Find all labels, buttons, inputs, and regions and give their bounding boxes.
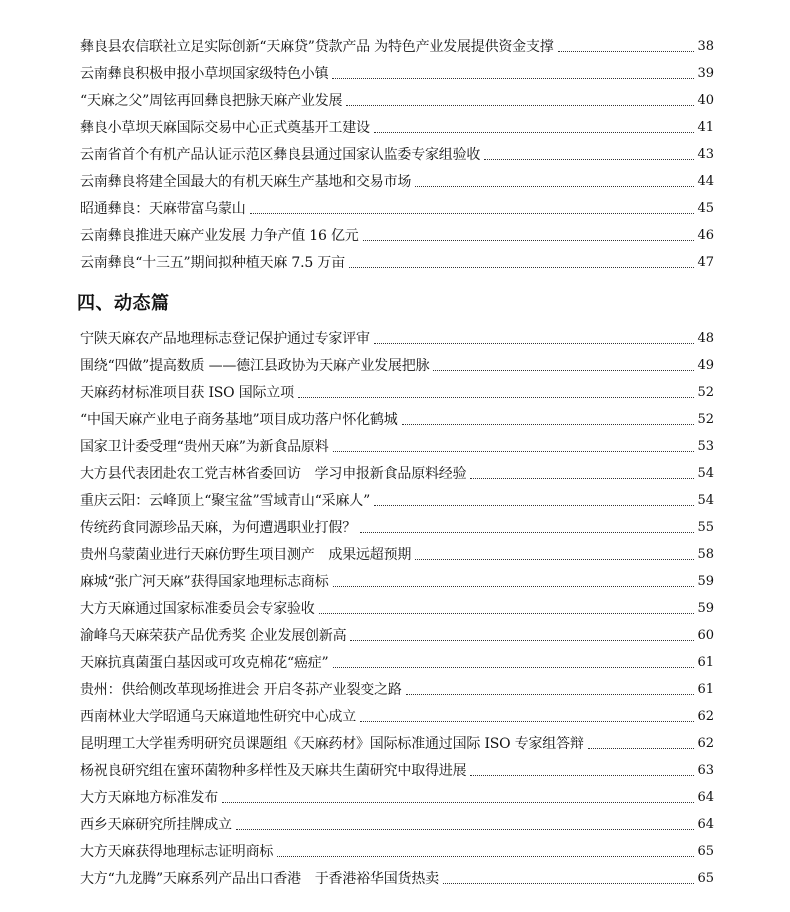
toc-entry-page: 48 — [697, 331, 714, 346]
toc-entry — [80, 652, 714, 672]
toc-leader-dots — [346, 105, 694, 106]
toc-entry — [80, 787, 714, 807]
toc-leader-dots — [333, 451, 695, 452]
toc-entry-title: 贵州乌蒙菌业进行天麻仿野生项目测产 成果远超预期 — [80, 547, 412, 563]
toc-entry-title: 麻城“张广河天麻”获得国家地理标志商标 — [80, 574, 329, 590]
toc-leader-dots — [360, 721, 694, 722]
toc-entry — [80, 252, 714, 272]
toc-entry — [80, 598, 714, 618]
toc-entry — [80, 544, 714, 564]
toc-entry-title: 彝良小草坝天麻国际交易中心正式奠基开工建设 — [80, 120, 370, 136]
toc-entry-page: 54 — [697, 493, 714, 508]
toc-entry — [80, 733, 714, 753]
toc-leader-dots — [484, 159, 694, 160]
toc-leader-dots — [374, 505, 694, 506]
toc-entry-title: “中国天麻产业电子商务基地”项目成功落户怀化鹤城 — [80, 412, 398, 428]
toc-entry-title: 渝峰乌天麻荣获产品优秀奖 企业发展创新高 — [80, 628, 347, 644]
toc-leader-dots — [333, 667, 695, 668]
toc-entry-title: 围绕“四做”提高数质 ——德江县政协为天麻产业发展把脉 — [80, 358, 430, 374]
section-heading: 四、动态篇 — [77, 293, 170, 314]
toc-entry-title: 云南彝良推进天麻产业发展 力争产值 16 亿元 — [80, 228, 359, 244]
toc-entry — [80, 355, 714, 375]
toc-entry-page: 64 — [697, 790, 714, 805]
toc-leader-dots — [350, 640, 694, 641]
toc-leader-dots — [333, 586, 695, 587]
toc-entry — [80, 198, 714, 218]
toc-entry-page: 39 — [697, 66, 714, 81]
toc-entry-page: 44 — [697, 174, 714, 189]
toc-leader-dots — [470, 478, 694, 479]
toc-entry-page: 52 — [697, 385, 714, 400]
toc-leader-dots — [349, 267, 695, 268]
toc-leader-dots — [402, 424, 695, 425]
toc-entry-page: 59 — [697, 574, 714, 589]
toc-entry-title: 西乡天麻研究所挂牌成立 — [80, 817, 232, 833]
toc-entry-title: 天麻抗真菌蛋白基因或可攻克棉花“癌症” — [80, 655, 329, 671]
toc-entry-page: 54 — [697, 466, 714, 481]
toc-entry — [80, 679, 714, 699]
toc-entry — [80, 171, 714, 191]
toc-entry — [80, 814, 714, 834]
toc-leader-dots — [222, 802, 694, 803]
toc-entry-page: 65 — [697, 871, 714, 886]
toc-entry-title: 杨祝良研究组在蜜环菌物种多样性及天麻共生菌研究中取得进展 — [80, 763, 467, 779]
toc-entry — [80, 117, 714, 137]
toc-leader-dots — [406, 694, 695, 695]
toc-entry — [80, 436, 714, 456]
toc-leader-dots — [332, 78, 694, 79]
toc-entry-title: 西南林业大学昭通乌天麻道地性研究中心成立 — [80, 709, 356, 725]
toc-entry — [80, 517, 714, 537]
toc-entry-title: 大方天麻通过国家标准委员会专家验收 — [80, 601, 315, 617]
toc-entry-page: 61 — [697, 682, 714, 697]
toc-entry-page: 62 — [697, 736, 714, 751]
toc-entry-page: 53 — [697, 439, 714, 454]
toc-leader-dots — [250, 213, 695, 214]
toc-entry — [80, 841, 714, 861]
toc-entry-page: 62 — [697, 709, 714, 724]
toc-entry-title: 天麻药材标准项目获 ISO 国际立项 — [80, 385, 294, 401]
toc-entry-page: 65 — [697, 844, 714, 859]
toc-entry — [80, 328, 714, 348]
toc-leader-dots — [374, 343, 695, 344]
toc-entry — [80, 490, 714, 510]
toc-entry — [80, 144, 714, 164]
toc-entry-title: 宁陕天麻农产品地理标志登记保护通过专家评审 — [80, 331, 370, 347]
toc-entry-page: 40 — [697, 93, 714, 108]
toc-leader-dots — [298, 397, 695, 398]
toc-entry — [80, 571, 714, 591]
toc-leader-dots — [470, 775, 694, 776]
toc-entry-page: 64 — [697, 817, 714, 832]
toc-entry-page: 58 — [697, 547, 714, 562]
toc-entry — [80, 868, 714, 888]
toc-leader-dots — [360, 532, 694, 533]
toc-entry — [80, 63, 714, 83]
toc-leader-dots — [319, 613, 695, 614]
toc-entry-title: 国家卫计委受理“贵州天麻”为新食品原料 — [80, 439, 329, 455]
toc-entry-title: 彝良县农信联社立足实际创新“天麻贷”贷款产品 为特色产业发展提供资金支撑 — [80, 39, 554, 55]
toc-entry-title: 传统药食同源珍品天麻，为何遭遇职业打假？ — [80, 520, 356, 536]
toc-entry — [80, 760, 714, 780]
toc-entry-title: “天麻之父”周铉再回彝良把脉天麻产业发展 — [80, 93, 343, 109]
toc-leader-dots — [374, 132, 695, 133]
toc-entry — [80, 625, 714, 645]
toc-entry-page: 38 — [697, 39, 714, 54]
toc-entry — [80, 90, 714, 110]
toc-entry-page: 61 — [697, 655, 714, 670]
toc-leader-dots — [415, 186, 694, 187]
toc-entry-title: 昆明理工大学崔秀明研究员课题组《天麻药材》国际标准通过国际 ISO 专家组答辩 — [80, 736, 584, 752]
toc-entry — [80, 463, 714, 483]
toc-entry-page: 60 — [697, 628, 714, 643]
toc-leader-dots — [363, 240, 695, 241]
toc-leader-dots — [277, 856, 694, 857]
toc-entry-title: 大方天麻地方标准发布 — [80, 790, 218, 806]
toc-entry — [80, 706, 714, 726]
toc-entry-title: 云南彝良积极申报小草坝国家级特色小镇 — [80, 66, 329, 82]
toc-entry-title: 云南省首个有机产品认证示范区彝良县通过国家认监委专家组验收 — [80, 147, 481, 163]
toc-entry-title: 云南彝良“十三五”期间拟种植天麻 7.5 万亩 — [80, 255, 345, 271]
toc-entry-page: 63 — [697, 763, 714, 778]
toc-entry-title: 贵州：供给侧改革现场推进会 开启冬荪产业裂变之路 — [80, 682, 402, 698]
toc-entry-page: 49 — [697, 358, 714, 373]
toc-leader-dots — [443, 883, 695, 884]
toc-entry — [80, 409, 714, 429]
toc-entry-title: 大方“九龙腾”天麻系列产品出口香港 于香港裕华国货热卖 — [80, 871, 439, 887]
toc-entry-page: 59 — [697, 601, 714, 616]
toc-entry-page: 55 — [697, 520, 714, 535]
toc-entry — [80, 36, 714, 56]
toc-entry-page: 43 — [697, 147, 714, 162]
toc-entry-title: 云南彝良将建全国最大的有机天麻生产基地和交易市场 — [80, 174, 412, 190]
toc-leader-dots — [558, 51, 695, 52]
toc-leader-dots — [236, 829, 695, 830]
toc-entry — [80, 225, 714, 245]
toc-entry-title: 重庆云阳：云峰顶上“聚宝盆”雪域青山“采麻人” — [80, 493, 371, 509]
toc-entry-page: 47 — [697, 255, 714, 270]
toc-entry-page: 46 — [697, 228, 714, 243]
toc-entry-title: 昭通彝良：天麻带富乌蒙山 — [80, 201, 246, 217]
toc-entry-title: 大方县代表团赴农工党吉林省委回访 学习申报新食品原料经验 — [80, 466, 467, 482]
toc-entry-page: 45 — [697, 201, 714, 216]
toc-entry-title: 大方天麻获得地理标志证明商标 — [80, 844, 274, 860]
toc-entry-page: 52 — [697, 412, 714, 427]
toc-entry-page: 41 — [697, 120, 714, 135]
toc-leader-dots — [588, 748, 695, 749]
toc-leader-dots — [433, 370, 694, 371]
toc-entry — [80, 382, 714, 402]
toc-leader-dots — [415, 559, 694, 560]
